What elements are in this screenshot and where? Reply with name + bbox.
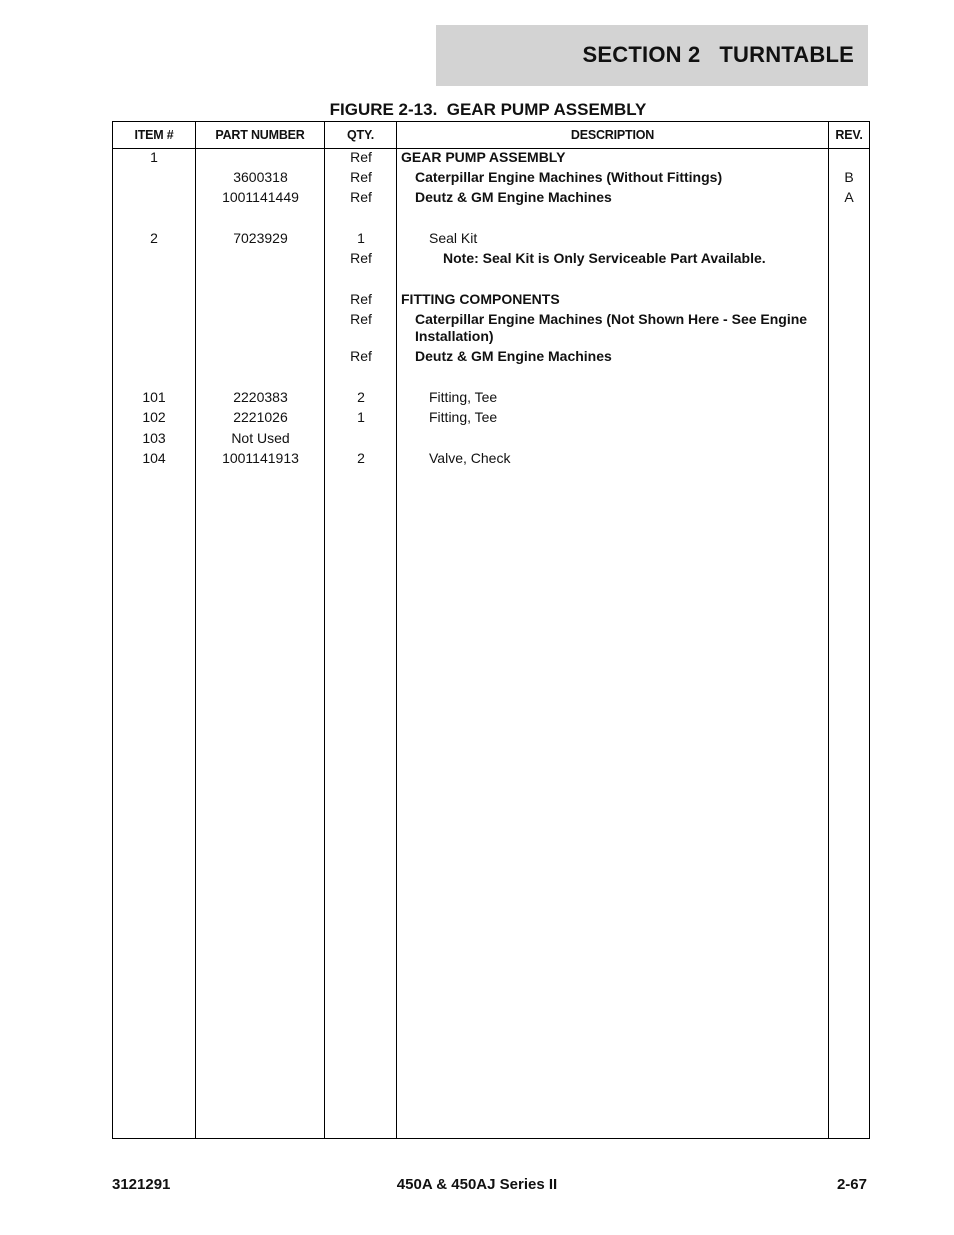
row-part-number: Not Used bbox=[231, 430, 290, 446]
figure-title: FIGURE 2-13. GEAR PUMP ASSEMBLY bbox=[329, 100, 647, 119]
section-header bbox=[436, 25, 868, 86]
row-qty: 1 bbox=[357, 230, 365, 246]
row-qty: Ref bbox=[350, 149, 372, 165]
row-part-number: 3600318 bbox=[233, 169, 288, 185]
row-qty: Ref bbox=[350, 291, 372, 307]
footer-document-number: 3121291 bbox=[112, 1176, 171, 1193]
row-part-number: 2220383 bbox=[233, 389, 288, 405]
row-rev: B bbox=[844, 169, 854, 185]
row-part-number: 2221026 bbox=[233, 409, 288, 425]
row-qty: Ref bbox=[350, 348, 372, 364]
row-item: 104 bbox=[142, 450, 166, 466]
row-description: GEAR PUMP ASSEMBLY bbox=[401, 149, 566, 165]
footer-model: 450A & 450AJ Series II bbox=[396, 1176, 558, 1193]
row-description: Fitting, Tee bbox=[429, 409, 498, 425]
row-description: FITTING COMPONENTS bbox=[401, 291, 560, 307]
row-description: Seal Kit bbox=[429, 230, 478, 246]
row-part-number: 1001141449 bbox=[222, 189, 299, 205]
column-divider bbox=[828, 122, 829, 1138]
row-item: 103 bbox=[142, 430, 166, 446]
parts-table bbox=[112, 121, 870, 1139]
footer-page-number: 2-67 bbox=[836, 1176, 867, 1193]
column-divider bbox=[324, 122, 325, 1138]
row-item: 102 bbox=[142, 409, 166, 425]
row-description: Fitting, Tee bbox=[429, 389, 498, 405]
column-divider bbox=[195, 122, 196, 1138]
header-qty: QTY. bbox=[347, 128, 374, 142]
header-description: DESCRIPTION bbox=[570, 128, 655, 142]
row-part-number: 1001141913 bbox=[222, 450, 299, 466]
row-qty: Ref bbox=[350, 311, 372, 327]
row-qty: 2 bbox=[357, 450, 365, 466]
row-description: Caterpillar Engine Machines (Not Shown Here - See Engine Installation) bbox=[415, 311, 808, 344]
row-description: Valve, Check bbox=[429, 450, 511, 466]
row-part-number: 7023929 bbox=[233, 230, 288, 246]
row-description: Deutz & GM Engine Machines bbox=[415, 348, 612, 364]
row-item: 101 bbox=[142, 389, 166, 405]
row-item: 1 bbox=[150, 149, 158, 165]
row-description: Note: Seal Kit is Only Serviceable Part Available. bbox=[443, 250, 766, 266]
header-rev: REV. bbox=[835, 128, 863, 142]
section-title: SECTION 2 TURNTABLE bbox=[582, 42, 854, 67]
row-qty: Ref bbox=[350, 250, 372, 266]
row-qty: 2 bbox=[357, 389, 365, 405]
row-item: 2 bbox=[150, 230, 158, 246]
row-description: Caterpillar Engine Machines (Without Fittings) bbox=[415, 169, 723, 185]
row-qty: 1 bbox=[357, 409, 365, 425]
row-qty: Ref bbox=[350, 189, 372, 205]
column-divider bbox=[396, 122, 397, 1138]
row-rev: A bbox=[844, 189, 854, 205]
header-part-number: PART NUMBER bbox=[215, 128, 305, 142]
row-description: Deutz & GM Engine Machines bbox=[415, 189, 612, 205]
header-item: ITEM # bbox=[134, 128, 174, 142]
row-qty: Ref bbox=[350, 169, 372, 185]
